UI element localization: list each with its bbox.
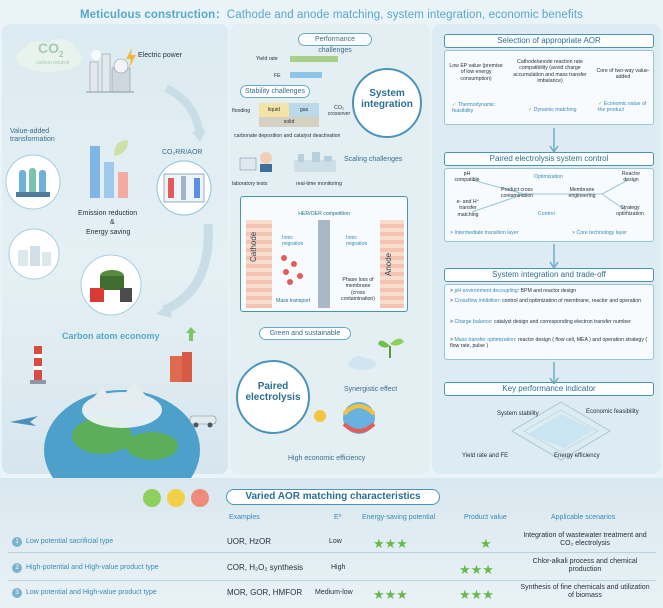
monitoring-plant-icon bbox=[292, 150, 338, 174]
up-arrow-icon bbox=[186, 327, 196, 341]
cathode-label: Cathode bbox=[249, 231, 258, 262]
row-divider bbox=[8, 580, 656, 581]
co2-crossover-label: CO₂ crossover bbox=[327, 105, 351, 118]
row-examples: COR, H₂O₂ synthesis bbox=[227, 563, 304, 572]
e-h-label: e- and H⁺ transfer matching bbox=[456, 199, 480, 218]
stability-challenges-pill: Stability challenges bbox=[240, 85, 310, 98]
optimization-label: Optimization bbox=[534, 174, 563, 180]
control-label: Control bbox=[538, 211, 555, 217]
row-number: 1 bbox=[12, 537, 22, 547]
row-name: Low potential and High-value product type bbox=[26, 589, 157, 596]
flooding-label: flooding bbox=[232, 108, 251, 114]
cloud-icon bbox=[346, 354, 378, 370]
row-number: 3 bbox=[12, 588, 22, 598]
electrolyzer-cell-icon bbox=[150, 160, 218, 216]
header-examples: Examples bbox=[229, 514, 260, 521]
yield-rate-bar bbox=[290, 56, 338, 62]
kpi-energy: Energy efficiency bbox=[554, 453, 600, 459]
liquid-box: liquid bbox=[259, 103, 289, 117]
performance-challenges-pill: Performance challenges bbox=[298, 33, 372, 46]
row-e0: Medium-low bbox=[315, 589, 353, 596]
row-divider bbox=[8, 552, 656, 553]
header-energy: Energy-saving potential bbox=[362, 514, 436, 521]
energy-saving-label: Energy saving bbox=[86, 229, 131, 236]
trade-item-3: > Charge balance: catalyst design and corresponding electron transfer number bbox=[450, 319, 631, 325]
car-icon bbox=[188, 410, 218, 428]
factory-icon bbox=[6, 228, 62, 280]
kpi-econ: Economic feasibility bbox=[586, 409, 639, 415]
cycle-arrow-icon bbox=[150, 220, 220, 320]
row-name: Low potential sacrificial type bbox=[26, 538, 114, 545]
row-e0: Low bbox=[329, 538, 342, 545]
amp-label: & bbox=[110, 219, 115, 226]
row-e0: High bbox=[331, 564, 346, 571]
mass-transport-label: Mass transport bbox=[276, 298, 311, 304]
header-scenarios: Applicable scenarios bbox=[551, 514, 616, 521]
aor-check1: ✓ Thermodynamic feasibility bbox=[452, 102, 495, 115]
row-number: 2 bbox=[12, 563, 22, 573]
control-section-header: Paired electrolysis system control bbox=[444, 152, 654, 166]
membrane-label: Phase loss of membrane (cross contamination) bbox=[340, 277, 376, 303]
aor-section-header: Selection of appropriate AOR bbox=[444, 34, 654, 48]
fe-label: FE bbox=[274, 73, 281, 79]
her-oer-label: HER/OER competition bbox=[298, 211, 350, 217]
right-flow-arrows-icon bbox=[544, 124, 564, 384]
lightning-icon bbox=[124, 48, 138, 68]
co2rr-label: CO₂RR/AOR bbox=[162, 149, 203, 156]
sprout-icon bbox=[376, 334, 406, 360]
row-energy-stars: ★★★ bbox=[373, 587, 408, 602]
trade-item-1: > pH environment decoupling: BPM and reactor design bbox=[450, 288, 577, 294]
kpi-yield: Yield rate and FE bbox=[462, 453, 509, 459]
row-energy-stars: ★★★ bbox=[373, 536, 408, 551]
page-title bbox=[0, 6, 663, 22]
system-integration-label: System integration bbox=[361, 88, 413, 110]
power-arrow-icon bbox=[160, 84, 210, 144]
kpi-section-header: Key performance indicator bbox=[444, 382, 654, 396]
trade-item-4: > Mass transfer optimization: reactor design ( flow cell, MEA ) and operation strategy ( flow rate, pulse ) bbox=[450, 337, 648, 350]
trade-section-header: System integration and trade-off bbox=[444, 268, 654, 282]
core-tech-label: > Core technology layer bbox=[572, 230, 627, 236]
scaling-challenges-label: Scaling challenges bbox=[344, 156, 403, 163]
kpi-stability: System stability bbox=[497, 411, 539, 417]
membrane-eng-label: Membrane engineering bbox=[568, 187, 596, 200]
co2-label: $CO_2$ bbox=[38, 40, 64, 59]
header-product: Product value bbox=[464, 514, 507, 521]
solid-box: solid bbox=[259, 117, 319, 127]
faces-icon bbox=[142, 488, 214, 508]
row-examples: MOR, GOR, HMFOR bbox=[227, 588, 303, 597]
coin-icon bbox=[314, 410, 326, 422]
aor-col1: Low EP value (premise of low energy consumption) bbox=[449, 63, 503, 82]
header-e0: E⁰ bbox=[334, 514, 342, 521]
fe-bar bbox=[290, 72, 322, 78]
row-name: High-potential and High-value product type bbox=[26, 564, 159, 571]
aor-check3: ✓ Economic value of the product bbox=[598, 101, 647, 114]
electric-power-label: Electric power bbox=[138, 52, 182, 59]
lab-icon bbox=[238, 150, 274, 172]
row-product-stars: ★★★ bbox=[459, 562, 494, 577]
reactor-label: Reactor design bbox=[621, 171, 641, 184]
row-scenario: Integration of wastewater treatment and CO₂ electrolysis bbox=[523, 532, 647, 547]
row-product-stars: ★★★ bbox=[459, 587, 494, 602]
high-econ-label: High economic efficiency bbox=[288, 455, 366, 462]
aor-col3: Core of two-way value-added bbox=[596, 68, 650, 81]
synergistic-label: Synergistic effect bbox=[344, 386, 398, 393]
anode-label: Anode bbox=[384, 252, 393, 276]
gas-box: gas bbox=[289, 103, 319, 117]
bioreactor-icon bbox=[4, 154, 62, 210]
realtime-label: real-time monitoring bbox=[296, 181, 342, 187]
aor-check2: ✓ Dynamic matching bbox=[528, 107, 577, 113]
emission-label: Emission reduction bbox=[78, 210, 138, 217]
chemical-drums-icon bbox=[76, 254, 146, 316]
yield-rate-label: Yield rate bbox=[256, 56, 278, 62]
laboratory-tests-label: laboratory tests bbox=[232, 181, 268, 187]
value-added-label: Value-added transformation bbox=[10, 128, 55, 143]
aor-col2: Cathode/anode reaction rate compatibility (avoid charge accumulation and mass transfer imbalance) bbox=[513, 59, 587, 85]
ion-particles-icon bbox=[276, 250, 316, 290]
paired-electrolysis-label: Paired electrolysis bbox=[245, 381, 301, 403]
green-sustainable-pill: Green and sustainable bbox=[259, 327, 351, 340]
bottom-title: Varied AOR matching characteristics bbox=[226, 489, 440, 505]
row-scenario: Synthesis of fine chemicals and utilization of biomass bbox=[520, 584, 650, 599]
carbonate-label: carbonate deposition and catalyst deactivation bbox=[234, 133, 341, 139]
carbon-neutral-label: carbon neutral bbox=[36, 60, 70, 66]
title-bold: Meticulous construction： bbox=[80, 9, 227, 21]
ionic-migration-right: Ionic migration bbox=[346, 235, 368, 248]
ph-label: pH compatible bbox=[454, 171, 480, 184]
energy-swirl-icon bbox=[334, 396, 384, 440]
title-rest: Cathode and anode matching, system integration, economic benefits bbox=[226, 9, 583, 21]
leaf-icon bbox=[112, 138, 130, 158]
intermediate-label: > Intermediate transition layer bbox=[450, 230, 519, 236]
membrane bbox=[318, 220, 330, 308]
row-product-stars: ★ bbox=[480, 536, 492, 551]
trade-item-2: > Crossflow inhibition: control and optimization of membrane, reactor and operation bbox=[450, 298, 642, 304]
row-examples: UOR, HzOR bbox=[227, 537, 271, 546]
carbon-atom-label: Carbon atom economy bbox=[62, 331, 160, 341]
strategy-label: Strategy optimization bbox=[616, 205, 644, 218]
airplane-icon bbox=[10, 412, 38, 428]
ionic-migration-left: Ionic migration bbox=[282, 235, 304, 248]
row-scenario: Chlor-alkali process and chemical production bbox=[532, 558, 638, 573]
cross-label: Product cross contamination bbox=[500, 187, 534, 200]
globe-icon bbox=[42, 370, 202, 478]
